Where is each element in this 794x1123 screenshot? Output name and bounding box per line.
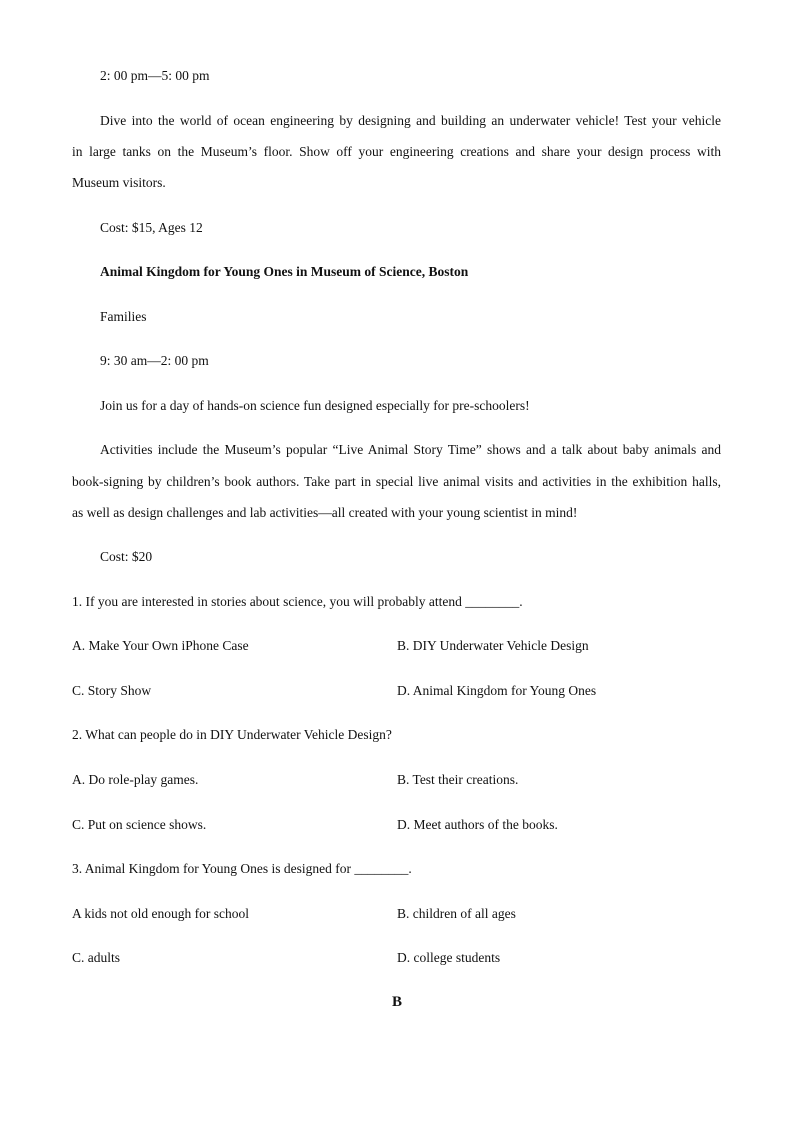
event-activities-line: book-signing by children’s book authors. Take part in special live animal visits and activities in the exhibition halls, — [72, 474, 721, 489]
question-option: B. DIY Underwater Vehicle Design — [397, 638, 589, 653]
event-description-line: Museum visitors. — [72, 175, 166, 190]
event-time: 9: 30 am—2: 00 pm — [100, 353, 209, 368]
event-intro: Join us for a day of hands-on science fun designed especially for pre-schoolers! — [100, 398, 530, 413]
event-title: Animal Kingdom for Young Ones in Museum of Science, Boston — [100, 264, 469, 279]
event-cost: Cost: $15, Ages 12 — [100, 220, 203, 235]
question-option: D. Animal Kingdom for Young Ones — [397, 683, 597, 698]
question-option: C. Story Show — [72, 683, 152, 698]
question-stem: 1. If you are interested in stories about science, you will probably attend ________. — [72, 594, 523, 609]
event-activities-line: as well as design challenges and lab activities—all created with your young scientist in mind! — [72, 505, 578, 520]
question-option: A. Make Your Own iPhone Case — [72, 638, 249, 653]
question-stem: 3. Animal Kingdom for Young Ones is designed for ________. — [72, 861, 412, 876]
event-activities-line: Activities include the Museum’s popular “Live Animal Story Time” shows and a talk about baby animals and — [100, 442, 721, 457]
question-option: C. Put on science shows. — [72, 817, 207, 832]
question-option: A. Do role-play games. — [72, 772, 199, 787]
section-heading: B — [391, 994, 402, 1010]
question-option: B. Test their creations. — [397, 772, 519, 787]
event-description-line: in large tanks on the Museum’s floor. Show off your engineering creations and share your design process with — [72, 144, 721, 159]
question-option: D. college students — [397, 950, 501, 965]
question-option: C. adults — [72, 950, 121, 965]
question-option: A kids not old enough for school — [72, 906, 249, 921]
event-audience: Families — [100, 309, 147, 324]
event-description-line: Dive into the world of ocean engineering by designing and building an underwater vehicle! Test your vehicle — [100, 113, 721, 128]
event-time: 2: 00 pm—5: 00 pm — [100, 68, 210, 83]
question-option: B. children of all ages — [397, 906, 516, 921]
question-option: D. Meet authors of the books. — [397, 817, 558, 832]
question-stem: 2. What can people do in DIY Underwater Vehicle Design? — [72, 727, 392, 742]
event-cost: Cost: $20 — [100, 549, 153, 564]
